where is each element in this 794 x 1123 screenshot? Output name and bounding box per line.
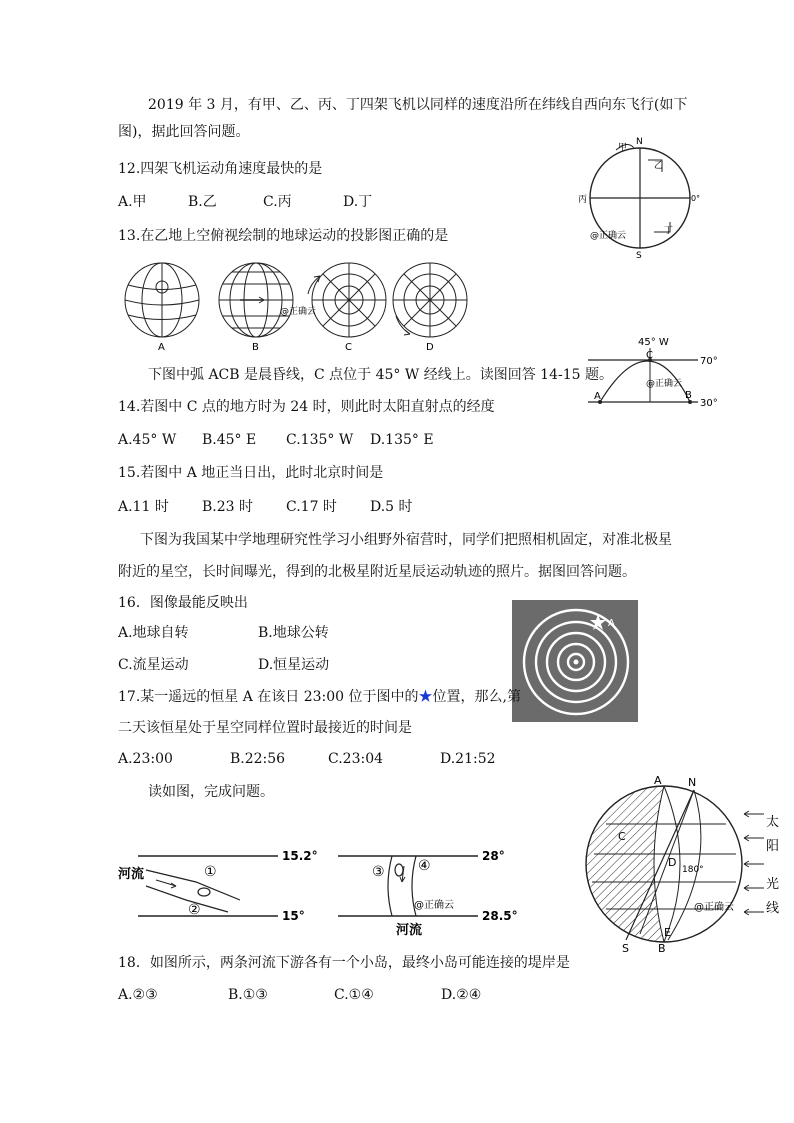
circle-3-label: ③ [372, 864, 385, 880]
q18-stem: 18．如图所示，两条河流下游各有一个小岛，最终小岛可能连接的堤岸是 [118, 955, 570, 971]
watermark-text: @正确云 [590, 231, 627, 241]
q16-option-a: A.地球自转 [118, 625, 189, 641]
left-bottom-lat-label: 15° [282, 909, 305, 923]
arc-b-label: B [685, 390, 692, 401]
q14-option-c: C.135° W [286, 432, 354, 448]
star-trails-figure [512, 600, 638, 722]
q18-option-d: D.②④ [441, 987, 482, 1003]
q16-stem: 16．图像最能反映出 [118, 595, 248, 611]
planes-globe-figure [570, 132, 710, 262]
projection-globes-figure [120, 260, 480, 354]
bing-label: 丙 [578, 195, 588, 205]
q12-stem: 12.四架飞机运动角速度最快的是 [118, 161, 323, 177]
q14-option-d: D.135° E [370, 432, 434, 448]
right-top-lat-label: 28° [482, 849, 505, 863]
sun-char-3: 光 [766, 877, 780, 892]
left-island [198, 888, 210, 896]
point-b-label: B [658, 942, 666, 954]
rivers-figure [116, 842, 536, 942]
sun-char-4: 线 [766, 901, 780, 916]
q15-option-d: D.5 时 [370, 499, 413, 515]
left-river-label: 河流 [118, 867, 145, 882]
blue-star-icon: ★ [418, 689, 433, 705]
lat-70-label: 70° [700, 356, 718, 367]
watermark-text: @正确云 [694, 902, 734, 913]
globe-d [393, 263, 467, 337]
right-island [395, 864, 403, 876]
q16-option-c: C.流星运动 [118, 657, 189, 673]
q17-option-d: D.21:52 [440, 751, 496, 767]
q14-stem: 14.若图中 C 点的地方时为 24 时，则此时太阳直射点的经度 [118, 399, 495, 415]
right-river-bank-left [388, 856, 392, 916]
south-label: S [636, 251, 642, 261]
right-bottom-lat-label: 28.5° [482, 909, 518, 923]
globe-c [308, 263, 386, 337]
q17-option-b: B.22:56 [230, 751, 286, 767]
q14-option-a: A.45° W [118, 432, 177, 448]
q15-option-c: C.17 时 [286, 499, 337, 515]
q13-stem: 13.在乙地上空俯视绘制的地球运动的投影图正确的是 [118, 228, 449, 244]
watermark-text: @正确云 [280, 307, 317, 317]
globe-a-label: A [158, 342, 165, 353]
terminator-arc-figure [586, 334, 726, 416]
q12-option-b: B.乙 [188, 194, 217, 210]
intro-q12-line1: 2019 年 3 月，有甲、乙、丙、丁四架飞机以同样的速度沿所在纬线自西向东飞行(如下 [148, 97, 688, 113]
circle-2-label: ② [188, 902, 201, 918]
circle-4-label: ④ [418, 858, 431, 874]
globe-c-label: C [345, 342, 352, 353]
north-label: N [636, 137, 643, 147]
sun-char-2: 阳 [766, 839, 780, 854]
globe-b-label: B [252, 342, 259, 353]
circle-1-label: ① [204, 864, 217, 880]
q17-option-a: A.23:00 [118, 751, 173, 767]
q16-option-d: D.恒星运动 [258, 657, 330, 673]
polaris-dot [574, 660, 579, 665]
arc-c-label: C [646, 350, 653, 361]
intro-q12-line2: 图)，据此回答问题。 [118, 124, 250, 140]
ding-label: 丁 [664, 226, 674, 236]
globe-d-label: D [426, 342, 434, 353]
left-river-bank-top [146, 870, 240, 900]
intro-q14-text: 下图中弧 ACB 是晨昏线，C 点位于 45° W 经线上。读图回答 14-15 题。 [148, 367, 613, 383]
q17-option-c: C.23:04 [328, 751, 384, 767]
q15-stem: 15.若图中 A 地正当日出，此时北京时间是 [118, 465, 384, 481]
q17-line2: 二天该恒星处于星空同样位置时最接近的时间是 [118, 720, 412, 736]
left-top-lat-label: 15.2° [282, 849, 318, 863]
q18-option-a: A.②③ [118, 987, 158, 1003]
q18-option-c: C.①④ [334, 987, 374, 1003]
point-e-label: E [664, 926, 671, 939]
intro-q18-text: 读如图，完成问题。 [148, 784, 274, 800]
q15-option-a: A.11 时 [118, 499, 169, 515]
point-n-label: N [688, 776, 697, 789]
q12-option-d: D.丁 [343, 194, 373, 210]
lat-30-label: 30° [700, 398, 718, 409]
point-c-label: C [618, 830, 626, 843]
degree-180-label: 180° [682, 865, 704, 875]
globe-b [219, 263, 293, 337]
watermark-text: @正确云 [646, 379, 683, 389]
point-d-label: D [668, 856, 677, 869]
jia-label: 甲 [618, 143, 628, 153]
q18-option-b: B.①③ [228, 987, 268, 1003]
q17-stem-after: 位置，那么,第 [432, 689, 521, 705]
q17-stem-before: 17.某一遥远的恒星 A 在该日 23:00 位于图中的 [118, 689, 419, 705]
point-a-label: A [654, 774, 662, 787]
arc-top-label: 45° W [638, 337, 669, 348]
q17-stem [118, 688, 521, 706]
night-side [586, 786, 664, 942]
intro-q16-line1: 下图为我国某中学地理研究性学习小组野外宿营时，同学们把照相机固定，对准北极星 [140, 532, 672, 548]
q16-option-b: B.地球公转 [258, 625, 329, 641]
yi-label: 乙 [654, 161, 664, 171]
q12-option-a: A.甲 [118, 194, 147, 210]
sun-char-1: 太 [766, 815, 780, 830]
q14-option-b: B.45° E [202, 432, 257, 448]
q15-option-b: B.23 时 [202, 499, 254, 515]
q12-option-c: C.丙 [263, 194, 292, 210]
point-s-label: S [622, 942, 629, 954]
intro-q16-line2: 附近的星空，长时间曝光，得到的北极星附近星辰运动轨迹的照片。据图回答问题。 [118, 564, 636, 580]
watermark-text: @正确云 [414, 900, 454, 911]
right-river-label: 河流 [396, 923, 423, 938]
star-a-label: A [608, 618, 615, 629]
globe-a [125, 263, 199, 337]
zero-degree-label: 0° [691, 194, 701, 203]
sunlit-globe-figure [576, 774, 790, 954]
arc-a-label: A [594, 391, 601, 402]
